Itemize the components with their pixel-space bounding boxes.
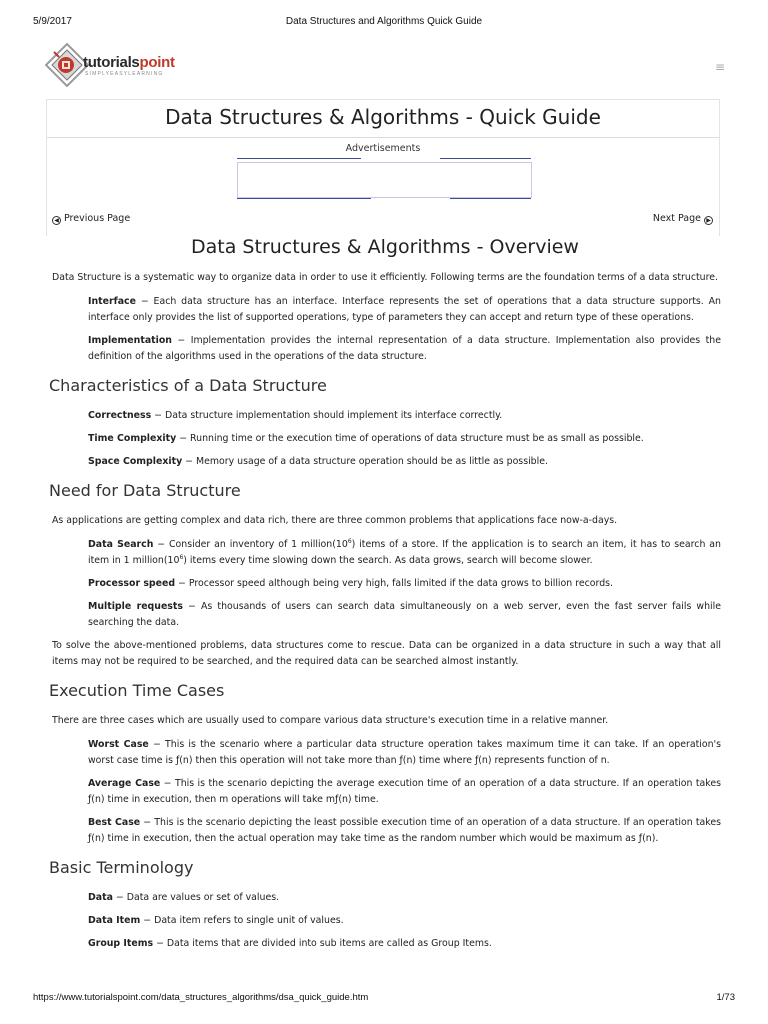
execution-heading: Execution Time Cases <box>49 681 225 700</box>
term-group-items: Group Items − Data items that are divided into sub items are called as Group Items. <box>88 938 492 949</box>
term-interface: Interface − Each data structure has an interface. Interface represents the set of operations that a data structure supports. An interface only provides the list of supported operations, type of parameters they can accept and return type of these operations. <box>88 296 721 323</box>
term-data-search: Data Search − Consider an inventory of 1 $million(10^6)$ items of a store. If the application is to search an item, it has to search an item in 1 $million(10^6)$ items every time slowing down the search. As data grows, search will become slower. <box>88 538 721 566</box>
arrow-left-circle-icon: ◀ <box>52 216 61 225</box>
arrow-right-circle-icon: ▶ <box>704 216 713 225</box>
term-space-complexity: Space Complexity − Memory usage of a data structure operation should be as little as possible. <box>88 456 548 467</box>
term-time-complexity: Time Complexity − Running time or the execution time of operations of data structure must be as small as possible. <box>88 433 644 444</box>
next-page-link[interactable]: Next Page ▶ <box>653 213 716 225</box>
term-correctness: Correctness − Data structure implementation should implement its interface correctly. <box>88 410 503 421</box>
overview-heading: Data Structures & Algorithms - Overview <box>191 236 579 258</box>
title-divider <box>47 137 719 138</box>
need-heading: Need for Data Structure <box>49 481 241 500</box>
term-worst-case: Worst Case − This is the scenario where a particular data structure operation takes maximum time it can take. If an operation's worst case time is ƒ(n) then this operation will not take more than ƒ(n) time where ƒ(n) represents function of n. <box>88 739 722 766</box>
term-data: Data − Data are values or set of values. <box>88 892 280 903</box>
execution-intro: There are three cases which are usually used to compare various data structure's execution time in a relative manner. <box>52 715 609 726</box>
term-data-item: Data Item − Data item refers to single unit of values. <box>88 915 344 926</box>
ads-label: Advertisements <box>345 143 421 154</box>
print-doc-title: Data Structures and Algorithms Quick Guide <box>285 16 483 27</box>
print-header <box>33 16 735 30</box>
term-processor-speed: Processor speed − Processor speed although being very high, falls limited if the data grows to billion records. <box>88 578 614 589</box>
term-average-case: Average Case − This is the scenario depicting the average execution time of an operation of a data structure. If an operation takes ƒ(n) time in execution, then m operations will take mƒ(n) time. <box>88 778 721 805</box>
tutorialspoint-logo[interactable] <box>45 41 205 89</box>
logo-tagline: SIMPLYEASYLEARNING <box>85 71 164 77</box>
need-conclusion: To solve the above-mentioned problems, data structures come to rescue. Data can be organized in a data structure in such a way that all items may not be required to be searched, and the required data can be searched almost instantly. <box>52 640 721 667</box>
terminology-heading: Basic Terminology <box>49 858 194 877</box>
term-multiple-requests: Multiple requests − As thousands of users can search data simultaneously on a web server, even the fast server fails while searching the data. <box>88 601 722 628</box>
previous-page-link[interactable]: ◀ Previous Page <box>49 213 130 225</box>
term-best-case: Best Case − This is the scenario depicting the least possible execution time of an operation of a data structure. If an operation takes ƒ(n) time in execution, then the actual operation may take time as the random number which would be maximum as ƒ(n). <box>88 817 722 844</box>
term-implementation: Implementation − Implementation provides the internal representation of a data structure. Implementation also provides the definition of the algorithms used in the operations of the data structure. <box>88 335 721 362</box>
characteristics-heading: Characteristics of a Data Structure <box>49 376 327 395</box>
print-url: https://www.tutorialspoint.com/data_structures_algorithms/dsa_quick_guide.htm <box>33 992 369 1003</box>
print-date: 5/9/2017 <box>33 16 72 27</box>
print-page-number: 1/73 <box>716 992 735 1003</box>
article-content <box>49 234 721 959</box>
site-header <box>33 38 735 96</box>
hamburger-icon[interactable]: ≡ <box>714 60 725 74</box>
need-intro: As applications are getting complex and data rich, there are three common problems that applications face now-a-days. <box>52 515 618 526</box>
overview-intro: Data Structure is a systematic way to organize data in order to use it efficiently. Following terms are the foundation terms of a data structure. <box>52 272 719 283</box>
page-title: Data Structures & Algorithms - Quick Guide <box>165 105 601 129</box>
logo-wordmark: tutorialspoint <box>83 54 175 71</box>
